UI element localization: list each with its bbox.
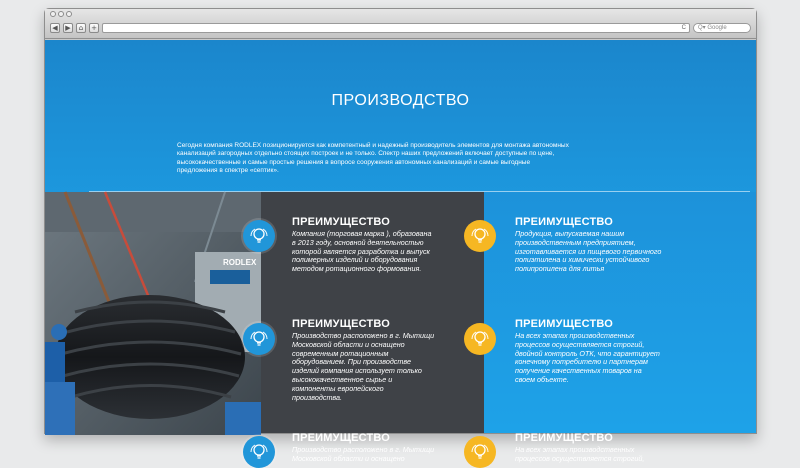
lightbulb-icon: [243, 436, 275, 468]
advantage-text-line: процессов осуществляется строгий,: [515, 339, 645, 349]
zoom-window-button[interactable]: [66, 11, 72, 17]
intro-line: канализаций загородных отдельно стоящих построек и не только. Спектр наших предложений включает доступные по цене,: [177, 150, 555, 158]
advantage-text-line: Продукция, выпускаемая нашим: [515, 229, 625, 238]
advantage-text: [515, 332, 660, 385]
factory-photo-illustration: [45, 192, 261, 435]
advantage-title: ПРЕИМУЩЕСТВО: [515, 432, 614, 444]
back-button[interactable]: ◀: [50, 23, 60, 33]
advantage-text-line: На всех этапах производственных: [515, 331, 635, 340]
advantage-text-line: методом ротационного формования.: [292, 264, 422, 274]
advantage-text-line: двойной контроль ОТК, что гарантирует: [515, 348, 660, 358]
minimize-window-button[interactable]: [58, 11, 64, 17]
advantage-text-line: Компания (торговая марка ), образована: [292, 229, 432, 238]
advantage-text-line: изготавливается из пищевого первичного: [515, 246, 662, 256]
advantage-text-line: Московской области и оснащено: [292, 453, 405, 463]
advantage-title: ПРЕИМУЩЕСТВО: [292, 432, 391, 444]
reload-icon[interactable]: C: [681, 25, 686, 31]
close-window-button[interactable]: [50, 11, 56, 17]
intro-line: Сегодня компания RODLEX позиционируется как компетентный и надежный производитель элементов для монтажа автономных: [177, 142, 569, 149]
advantage-text-line: Производство расположено в г. Мытищи: [292, 331, 435, 340]
advantage-title: ПРЕИМУЩЕСТВО: [292, 216, 391, 228]
advantage-text-line: Московской области и оснащено: [292, 339, 405, 349]
lightbulb-icon: [464, 436, 496, 468]
advantage-text-line: современным ротационным: [292, 348, 389, 358]
home-button[interactable]: ⌂: [76, 23, 86, 33]
advantage-text-line: компоненты европейского: [292, 383, 384, 393]
intro-line: высококачественные и самые простые решения в вопросе сооружения автономных канализаций и самые выгодные: [177, 158, 531, 166]
browser-window: [44, 8, 757, 463]
browser-toolbar: [50, 22, 751, 34]
advantage-text-line: конечному потребителю и партнерам: [515, 357, 648, 367]
advantage-text-line: Производство расположено в г. Мытищи: [292, 445, 435, 454]
advantage-text-line: процессов осуществляется строгий,: [515, 453, 645, 463]
advantage-text-line: изделий компания использует только: [292, 366, 422, 376]
intro-text: [177, 142, 637, 175]
forward-button[interactable]: ▶: [63, 23, 73, 33]
advantage-text-line: которой является разработка и выпуск: [292, 246, 430, 256]
window-controls: [50, 11, 72, 17]
advantage-text-line: полимерных изделий и оборудования: [292, 255, 418, 265]
advantage-title: ПРЕИМУЩЕСТВО: [515, 216, 614, 228]
tank-label: RODLEX: [223, 258, 257, 267]
advantage-text-line: своем объекте.: [515, 374, 569, 384]
web-page: [45, 40, 756, 463]
advantage-text-line: оборудованием. При производстве: [292, 357, 411, 367]
advantage-text-line: производственным предприятием,: [515, 237, 636, 247]
intro-line: предложения в спектре «септик».: [177, 166, 279, 174]
advantage-text-line: полипропилена для литья: [515, 264, 605, 274]
advantages-section: [45, 192, 756, 463]
advantage-text-line: в 2013 году, основной деятельностью: [292, 237, 424, 247]
lightbulb-icon: [464, 220, 496, 252]
browser-titlebar: [45, 9, 756, 39]
lightbulb-icon: [243, 220, 275, 252]
advantage-title: ПРЕИМУЩЕСТВО: [292, 318, 391, 330]
lightbulb-icon: [464, 323, 496, 355]
add-tab-button[interactable]: +: [89, 23, 99, 33]
factory-photo: [45, 192, 261, 433]
advantage-text: [515, 230, 661, 274]
advantage-text: [292, 230, 431, 274]
advantage-text: [292, 332, 434, 402]
advantage-title: ПРЕИМУЩЕСТВО: [515, 318, 614, 330]
advantage-text: [515, 446, 644, 464]
lightbulb-icon: [243, 323, 275, 355]
advantage-text-line: высококачественное сырье и: [292, 374, 393, 384]
advantage-text-line: полиэтилена и химически устойчивого: [515, 255, 650, 265]
advantage-text-line: получение качественных товаров на: [515, 366, 642, 376]
advantage-text-line: производства.: [292, 392, 343, 402]
search-input[interactable]: Q▾ Google: [693, 23, 751, 33]
advantage-text: [292, 446, 434, 464]
address-bar[interactable]: [102, 23, 690, 33]
page-title: ПРОИЗВОДСТВО: [331, 92, 470, 109]
advantage-text-line: На всех этапах производственных: [515, 445, 635, 454]
